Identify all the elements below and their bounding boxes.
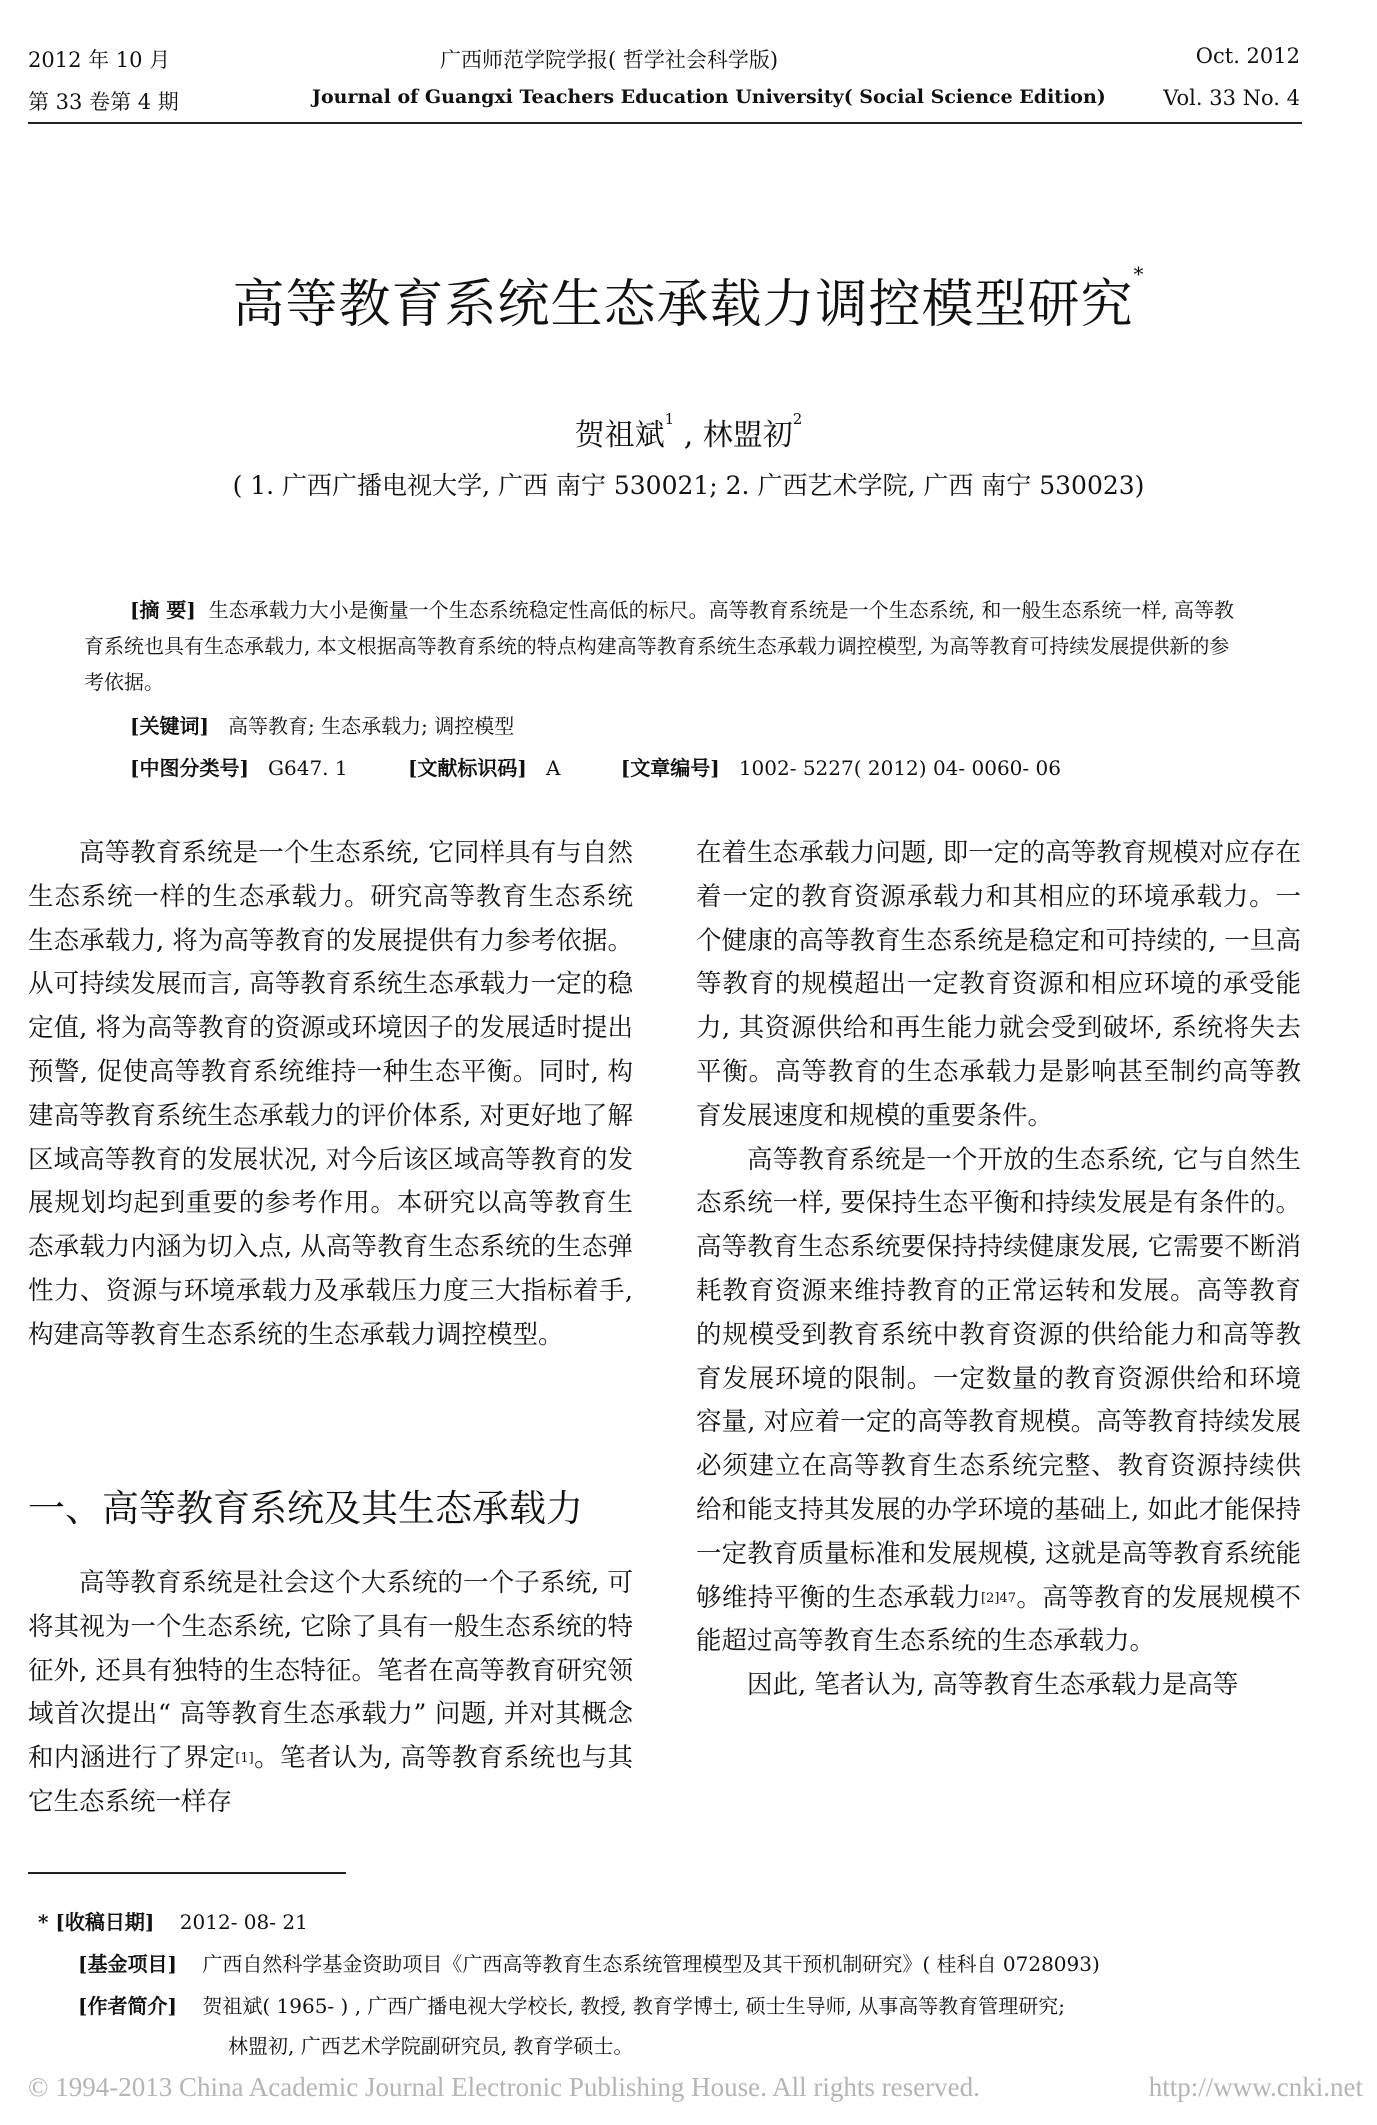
header-volume: Vol. 33 No. 4 bbox=[1163, 86, 1300, 110]
abstract-text: 生态承载力大小是衡量一个生态系统稳定性高低的标尺。高等教育系统是一个生态系统, 和一般生态系统一样, 高等教育系统也具有生态承载力, 本文根据高等教育系统的特点构建高等教育系统生态承载力调控模型, 为高等教育可持续发展提供新的参考依据。 bbox=[84, 598, 1235, 694]
header-date-en: Oct. 2012 bbox=[1195, 44, 1300, 68]
header-rule bbox=[28, 122, 1302, 124]
header-issue: 第 33 卷第 4 期 bbox=[28, 90, 179, 114]
keywords-text: 高等教育; 生态承载力; 调控模型 bbox=[228, 714, 515, 738]
copyright-watermark: © 1994-2013 China Academic Journal Electronic Publishing House. All rights reserved. bbox=[28, 2072, 980, 2102]
header-journal-cn: 广西师范学院学报( 哲学社会科学版) bbox=[440, 48, 779, 72]
citation-2: [2]47 bbox=[981, 1590, 1016, 1606]
header-journal-en: Journal of Guangxi Teachers Education University( Social Science Edition) bbox=[312, 86, 1106, 108]
doc-code-value: A bbox=[545, 756, 561, 780]
author-1: 贺祖斌 bbox=[574, 418, 665, 453]
article-no-label: [文章编号] bbox=[620, 756, 720, 780]
classification-line bbox=[130, 752, 1061, 781]
author-2: 林盟初 bbox=[702, 418, 793, 453]
keywords bbox=[130, 710, 514, 739]
section-heading-1: 一、高等教育系统及其生态承载力 bbox=[28, 1487, 583, 1530]
abstract-label: [摘 要] bbox=[130, 598, 196, 622]
footnote-received: * [收稿日期] 2012- 08- 21 bbox=[38, 1910, 308, 1934]
article-no-value: 1002- 5227( 2012) 04- 0060- 06 bbox=[738, 756, 1061, 780]
right-column: 在着生态承载力问题, 即一定的高等教育规模对应存在着一定的教育资源承载力和其相应的环境承载力。一个健康的高等教育生态系统是稳定和可持续的, 一旦高等教育的规模超出一定教育资源和相应环境的承受能力, 其资源供给和再生能力就会受到破坏, 系统将失去平衡。高等教育的生态承载力是影响甚至制约高等教育发展速度和规模的重要条件。 高等教育系统是一个开放的生态系统, 它与自然生态系统一样, 要保持生态平衡和持续发展是有条件的。高等教育生态系统要保持持续健康发展, 它需要不断消耗教育资源来维持教育的正常运转和发展。高等教育的规模受到教育系统中教育资源的供给能力和高等教育发展环境的限制。一定数量的教育资源供给和环境容量, 对应着一定的高等教育规模。高等教育持续发展必须建立在高等教育生态系统完整、教育资源持续供给和能支持其发展的办学环境的基础上, 如此才能保持一定教育质量标准和发展规模, 这就是高等教育系统能够维持平衡的生态承载力$^{[2]47}$。高等教育的发展规模不能超过高等教育生态系统的生态承载力。 因此, 笔者认为, 高等教育生态承载力是高等 bbox=[696, 838, 1301, 1701]
article-title: 高等教育系统生态承载力调控模型研究* bbox=[232, 262, 1145, 335]
left-column-p2: 高等教育系统是社会这个大系统的一个子系统, 可将其视为一个生态系统, 它除了具有一般生态系统的特征外, 还具有独特的生态特征。笔者在高等教育研究领域首次提出“ 高等教育生态承载力” 问题, 并对其概念和内涵进行了界定[1]。笔者认为, 高等教育系统也与其它生态系统一样存 bbox=[28, 1568, 633, 1817]
cnki-link[interactable]: http://www.cnki.net bbox=[1148, 2072, 1363, 2102]
title-footnote-mark: * bbox=[1133, 262, 1145, 286]
clc-label: [中图分类号] bbox=[130, 756, 249, 780]
footnote-bio-2: 林盟初, 广西艺术学院副研究员, 教育学硕士。 bbox=[228, 2034, 634, 2058]
doc-code-label: [文献标识码] bbox=[407, 756, 527, 780]
abstract bbox=[84, 592, 1249, 700]
affiliations: ( 1. 广西广播电视大学, 广西 南宁 530021; 2. 广西艺术学院, 广西 南宁 530023) bbox=[232, 471, 1145, 500]
keywords-label: [关键词] bbox=[130, 714, 209, 738]
footnote-bio: [作者简介] 贺祖斌( 1965- ) , 广西广播电视大学校长, 教授, 教育学博士, 硕士生导师, 从事高等教育管理研究; bbox=[78, 1994, 1066, 2018]
header-date: 2012 年 10 月 bbox=[28, 48, 171, 72]
clc-value: G647. 1 bbox=[268, 756, 348, 780]
left-column-p1: 高等教育系统是一个生态系统, 它同样具有与自然生态系统一样的生态承载力。研究高等教育生态系统生态承载力, 将为高等教育的发展提供有力参考依据。从可持续发展而言, 高等教育系统生态承载力一定的稳定值, 将为高等教育的资源或环境因子的发展适时提出预警, 促使高等教育系统维持一种生态平衡。同时, 构建高等教育系统生态承载力的评价体系, 对更好地了解区域高等教育的发展状况, 对今后该区域高等教育的发展规划均起到重要的参考作用。本研究以高等教育生态承载力内涵为切入点, 从高等教育生态系统的生态弹性力、资源与环境承载力及承载压力度三大指标着手, 构建高等教育生态系统的生态承载力调控模型。 bbox=[28, 838, 633, 1350]
footnote-fund: [基金项目] 广西自然科学基金资助项目《广西高等教育生态系统管理模型及其干预机制研究》( 桂科自 0728093) bbox=[78, 1952, 1100, 1976]
citation-1: [1] bbox=[235, 1751, 254, 1767]
footnote-rule bbox=[28, 1872, 346, 1874]
authors: 贺祖斌$^1$ , 林盟初$^2$ bbox=[574, 410, 803, 453]
